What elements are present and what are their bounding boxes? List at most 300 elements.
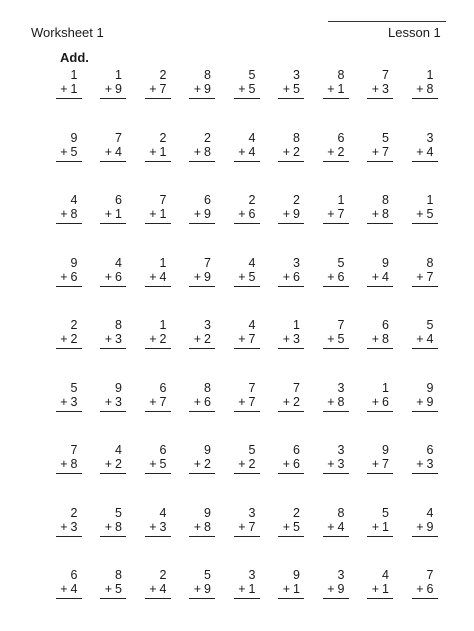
addend-top: 2 bbox=[70, 505, 78, 520]
addend-bottom: 4 bbox=[70, 582, 78, 596]
addition-problem bbox=[315, 131, 360, 194]
addition-problem bbox=[137, 443, 182, 506]
addend-top: 4 bbox=[426, 505, 434, 520]
addition-problem bbox=[137, 318, 182, 381]
addend-bottom-row bbox=[327, 270, 344, 284]
addend-bottom: 1 bbox=[337, 82, 345, 96]
addition-problem bbox=[360, 68, 405, 131]
plus-sign: + bbox=[104, 457, 113, 471]
addition-problem bbox=[404, 506, 449, 569]
plus-sign: + bbox=[149, 207, 157, 221]
addition-problem bbox=[93, 68, 138, 131]
plus-sign: + bbox=[60, 269, 68, 284]
addition-problem bbox=[404, 568, 449, 631]
addition-problem bbox=[360, 256, 405, 319]
addend-bottom: 5 bbox=[337, 332, 345, 346]
answer-line bbox=[412, 598, 438, 599]
addend-bottom-row bbox=[105, 207, 122, 221]
answer-line bbox=[56, 286, 82, 287]
addend-bottom: 8 bbox=[204, 519, 211, 534]
addend-bottom: 9 bbox=[204, 582, 211, 596]
plus-sign: + bbox=[282, 82, 291, 96]
addend-top: 1 bbox=[426, 68, 434, 82]
answer-line bbox=[278, 348, 304, 349]
addend-bottom: 7 bbox=[248, 519, 256, 534]
addend-bottom-row bbox=[149, 145, 166, 159]
addition-problem bbox=[48, 381, 93, 444]
addend-bottom-row bbox=[105, 145, 122, 159]
plus-sign: + bbox=[416, 332, 424, 346]
answer-line bbox=[412, 161, 438, 162]
plus-sign: + bbox=[371, 144, 380, 159]
plus-sign: + bbox=[60, 582, 68, 596]
addend-bottom-row bbox=[149, 457, 166, 471]
addend-bottom-row bbox=[416, 395, 433, 409]
addend-bottom: 4 bbox=[159, 582, 167, 596]
addend-bottom: 6 bbox=[293, 269, 300, 284]
addend-bottom: 2 bbox=[159, 332, 167, 346]
addend-bottom: 3 bbox=[159, 519, 167, 534]
answer-line bbox=[323, 286, 349, 287]
addend-top: 6 bbox=[204, 193, 211, 207]
addend-bottom-row bbox=[194, 207, 211, 221]
answer-line bbox=[234, 598, 260, 599]
answer-line bbox=[234, 348, 260, 349]
answer-line bbox=[56, 161, 82, 162]
plus-sign: + bbox=[60, 394, 68, 409]
addend-bottom: 4 bbox=[248, 144, 256, 159]
plus-sign: + bbox=[327, 207, 335, 221]
addition-problem bbox=[137, 568, 182, 631]
addend-top: 1 bbox=[382, 380, 389, 395]
addend-bottom-row bbox=[149, 332, 166, 346]
plus-sign: + bbox=[238, 207, 246, 221]
addend-top: 6 bbox=[159, 380, 167, 395]
plus-sign: + bbox=[327, 519, 335, 534]
addend-bottom-row bbox=[238, 520, 255, 534]
addend-top: 2 bbox=[159, 68, 167, 82]
answer-line bbox=[367, 598, 393, 599]
plus-sign: + bbox=[416, 144, 424, 159]
addend-bottom-row bbox=[327, 520, 344, 534]
addend-bottom: 2 bbox=[293, 394, 300, 409]
plus-sign: + bbox=[238, 82, 246, 96]
addend-bottom: 3 bbox=[293, 332, 300, 346]
addition-problem bbox=[182, 68, 227, 131]
addition-problem bbox=[137, 381, 182, 444]
answer-line bbox=[189, 473, 215, 474]
addend-bottom-row bbox=[194, 395, 211, 409]
addend-bottom: 2 bbox=[204, 332, 211, 346]
answer-line bbox=[56, 411, 82, 412]
addend-bottom: 3 bbox=[337, 457, 345, 471]
answer-line bbox=[145, 348, 171, 349]
plus-sign: + bbox=[149, 457, 157, 471]
addend-bottom-row bbox=[149, 207, 166, 221]
addend-bottom: 4 bbox=[159, 269, 167, 284]
addition-problem bbox=[360, 381, 405, 444]
addend-bottom: 7 bbox=[159, 394, 167, 409]
plus-sign: + bbox=[149, 519, 157, 534]
addition-problem bbox=[93, 381, 138, 444]
plus-sign: + bbox=[371, 207, 380, 221]
addend-bottom-row bbox=[372, 207, 389, 221]
addend-bottom: 2 bbox=[70, 332, 78, 346]
answer-line bbox=[100, 473, 126, 474]
plus-sign: + bbox=[104, 394, 113, 409]
addend-bottom-row bbox=[60, 82, 77, 96]
addend-top: 7 bbox=[248, 380, 256, 395]
addend-bottom-row bbox=[149, 270, 166, 284]
addend-bottom-row bbox=[416, 207, 433, 221]
addend-bottom-row bbox=[105, 582, 122, 596]
addend-bottom: 8 bbox=[337, 394, 345, 409]
plus-sign: + bbox=[327, 582, 335, 596]
answer-line bbox=[278, 598, 304, 599]
plus-sign: + bbox=[193, 144, 202, 159]
answer-line bbox=[234, 98, 260, 99]
addend-top: 2 bbox=[204, 130, 211, 145]
addend-bottom-row bbox=[238, 145, 255, 159]
addend-bottom: 1 bbox=[159, 144, 167, 159]
addend-top: 8 bbox=[337, 68, 345, 82]
answer-line bbox=[145, 161, 171, 162]
addend-bottom-row bbox=[60, 270, 77, 284]
addend-top: 8 bbox=[204, 68, 211, 82]
answer-line bbox=[323, 536, 349, 537]
addend-bottom: 6 bbox=[337, 269, 345, 284]
answer-line bbox=[100, 98, 126, 99]
addend-top: 8 bbox=[115, 318, 122, 332]
addend-bottom: 6 bbox=[248, 207, 256, 221]
addend-bottom-row bbox=[60, 332, 77, 346]
addend-top: 1 bbox=[159, 255, 167, 270]
addend-bottom-row bbox=[416, 332, 433, 346]
addend-bottom-row bbox=[372, 457, 389, 471]
addend-top: 6 bbox=[115, 193, 122, 207]
answer-line bbox=[189, 223, 215, 224]
addend-bottom-row bbox=[194, 520, 211, 534]
addend-bottom-row bbox=[372, 145, 389, 159]
addition-problem bbox=[360, 131, 405, 194]
addend-bottom-row bbox=[283, 395, 300, 409]
worksheet-title: Worksheet 1 bbox=[31, 25, 104, 40]
addend-bottom-row bbox=[238, 82, 255, 96]
addend-top: 5 bbox=[70, 380, 78, 395]
addend-bottom-row bbox=[283, 270, 300, 284]
addition-problem bbox=[182, 506, 227, 569]
addend-bottom-row bbox=[372, 395, 389, 409]
addend-top: 4 bbox=[248, 255, 256, 270]
addition-problem bbox=[271, 193, 316, 256]
addition-problem bbox=[226, 131, 271, 194]
answer-line bbox=[278, 223, 304, 224]
addend-bottom: 6 bbox=[115, 269, 122, 284]
addend-bottom: 9 bbox=[426, 394, 434, 409]
addend-bottom-row bbox=[283, 520, 300, 534]
addend-bottom-row bbox=[194, 332, 211, 346]
answer-line bbox=[189, 98, 215, 99]
answer-line bbox=[367, 348, 393, 349]
addend-bottom: 5 bbox=[70, 144, 78, 159]
answer-line bbox=[145, 223, 171, 224]
answer-line bbox=[367, 161, 393, 162]
answer-line bbox=[323, 98, 349, 99]
plus-sign: + bbox=[282, 394, 291, 409]
addend-bottom: 5 bbox=[248, 82, 256, 96]
addend-top: 3 bbox=[248, 505, 256, 520]
addend-top: 6 bbox=[426, 443, 434, 457]
plus-sign: + bbox=[371, 394, 380, 409]
addition-problem bbox=[93, 318, 138, 381]
addend-bottom-row bbox=[327, 395, 344, 409]
answer-line bbox=[278, 411, 304, 412]
plus-sign: + bbox=[282, 144, 291, 159]
addend-top: 6 bbox=[70, 568, 78, 582]
plus-sign: + bbox=[416, 269, 424, 284]
plus-sign: + bbox=[60, 519, 68, 534]
answer-line bbox=[189, 536, 215, 537]
plus-sign: + bbox=[149, 269, 157, 284]
answer-line bbox=[278, 98, 304, 99]
answer-line bbox=[412, 536, 438, 537]
plus-sign: + bbox=[238, 332, 246, 346]
addend-bottom: 8 bbox=[426, 82, 434, 96]
answer-line bbox=[412, 473, 438, 474]
addend-top: 1 bbox=[70, 68, 78, 82]
answer-line bbox=[278, 536, 304, 537]
addend-bottom-row bbox=[238, 332, 255, 346]
plus-sign: + bbox=[193, 207, 202, 221]
addition-problem bbox=[48, 256, 93, 319]
addition-problem bbox=[182, 131, 227, 194]
addend-top: 5 bbox=[382, 505, 389, 520]
addend-top: 3 bbox=[293, 68, 300, 82]
addend-top: 2 bbox=[248, 193, 256, 207]
plus-sign: + bbox=[416, 394, 424, 409]
addend-bottom: 5 bbox=[115, 582, 122, 596]
addend-top: 3 bbox=[337, 380, 345, 395]
plus-sign: + bbox=[327, 144, 335, 159]
addend-bottom-row bbox=[238, 457, 255, 471]
addend-top: 9 bbox=[426, 380, 434, 395]
addend-bottom-row bbox=[60, 457, 77, 471]
addition-problem bbox=[48, 68, 93, 131]
answer-line bbox=[145, 536, 171, 537]
answer-line bbox=[145, 598, 171, 599]
addend-bottom-row bbox=[327, 145, 344, 159]
addend-bottom-row bbox=[283, 332, 300, 346]
answer-line bbox=[323, 161, 349, 162]
answer-line bbox=[145, 286, 171, 287]
addend-top: 5 bbox=[204, 568, 211, 582]
plus-sign: + bbox=[193, 582, 202, 596]
answer-line bbox=[189, 286, 215, 287]
addend-bottom: 3 bbox=[426, 457, 434, 471]
answer-line bbox=[189, 411, 215, 412]
addition-problem bbox=[93, 506, 138, 569]
addition-problem bbox=[360, 318, 405, 381]
addend-bottom: 5 bbox=[248, 269, 256, 284]
addition-problem bbox=[93, 568, 138, 631]
addend-top: 9 bbox=[293, 568, 300, 582]
addend-top: 6 bbox=[293, 443, 300, 457]
plus-sign: + bbox=[238, 457, 246, 471]
addend-bottom: 7 bbox=[426, 269, 434, 284]
addition-problem bbox=[137, 68, 182, 131]
answer-line bbox=[323, 598, 349, 599]
addend-bottom: 8 bbox=[204, 144, 211, 159]
addend-top: 5 bbox=[382, 130, 389, 145]
plus-sign: + bbox=[60, 457, 68, 471]
addend-bottom: 7 bbox=[159, 82, 167, 96]
addition-problem bbox=[315, 193, 360, 256]
addition-problem bbox=[271, 568, 316, 631]
addend-bottom: 3 bbox=[115, 394, 122, 409]
addend-bottom: 5 bbox=[293, 82, 300, 96]
addition-problem bbox=[93, 131, 138, 194]
answer-line bbox=[367, 536, 393, 537]
addend-top: 9 bbox=[382, 443, 389, 457]
plus-sign: + bbox=[238, 582, 246, 596]
addend-top: 3 bbox=[248, 568, 256, 582]
plus-sign: + bbox=[282, 519, 291, 534]
addend-top: 7 bbox=[115, 130, 122, 145]
addend-top: 5 bbox=[248, 68, 256, 82]
addend-bottom-row bbox=[149, 82, 166, 96]
answer-line bbox=[56, 348, 82, 349]
answer-line bbox=[367, 98, 393, 99]
addend-bottom: 2 bbox=[337, 144, 345, 159]
addition-problem bbox=[182, 443, 227, 506]
addend-bottom-row bbox=[60, 520, 77, 534]
addend-bottom-row bbox=[372, 520, 389, 534]
addend-top: 9 bbox=[204, 505, 211, 520]
plus-sign: + bbox=[104, 207, 113, 221]
plus-sign: + bbox=[327, 394, 335, 409]
addend-bottom-row bbox=[372, 582, 389, 596]
addend-bottom: 5 bbox=[293, 519, 300, 534]
answer-line bbox=[100, 223, 126, 224]
addend-bottom: 4 bbox=[337, 519, 345, 534]
addition-problem bbox=[404, 318, 449, 381]
plus-sign: + bbox=[149, 144, 157, 159]
plus-sign: + bbox=[371, 457, 380, 471]
plus-sign: + bbox=[371, 82, 380, 96]
addition-problem bbox=[93, 443, 138, 506]
addend-top: 4 bbox=[70, 193, 78, 207]
plus-sign: + bbox=[282, 332, 291, 346]
addend-bottom: 5 bbox=[159, 457, 167, 471]
addend-top: 8 bbox=[382, 193, 389, 207]
addend-bottom: 4 bbox=[382, 269, 389, 284]
addend-bottom: 2 bbox=[115, 457, 122, 471]
addition-problem bbox=[226, 568, 271, 631]
addend-bottom-row bbox=[416, 270, 433, 284]
addend-bottom-row bbox=[105, 270, 122, 284]
addition-problem bbox=[315, 68, 360, 131]
addend-bottom: 9 bbox=[204, 207, 211, 221]
plus-sign: + bbox=[104, 269, 113, 284]
addend-bottom: 7 bbox=[337, 207, 345, 221]
plus-sign: + bbox=[104, 582, 113, 596]
addend-bottom-row bbox=[416, 457, 433, 471]
answer-line bbox=[100, 536, 126, 537]
addend-bottom: 2 bbox=[293, 144, 300, 159]
addend-top: 7 bbox=[70, 443, 78, 457]
addend-top: 8 bbox=[337, 505, 345, 520]
answer-line bbox=[323, 348, 349, 349]
addend-top: 9 bbox=[70, 255, 78, 270]
plus-sign: + bbox=[193, 82, 202, 96]
addition-problem bbox=[271, 443, 316, 506]
answer-line bbox=[100, 348, 126, 349]
addend-bottom-row bbox=[238, 207, 255, 221]
answer-line bbox=[234, 536, 260, 537]
answer-line bbox=[100, 161, 126, 162]
answer-line bbox=[323, 223, 349, 224]
instruction-text: Add. bbox=[60, 50, 89, 65]
addend-bottom-row bbox=[105, 520, 122, 534]
plus-sign: + bbox=[149, 82, 157, 96]
addend-top: 7 bbox=[337, 318, 345, 332]
addend-bottom: 3 bbox=[70, 519, 78, 534]
addition-problem bbox=[360, 193, 405, 256]
answer-line bbox=[234, 286, 260, 287]
addend-bottom-row bbox=[327, 332, 344, 346]
plus-sign: + bbox=[193, 457, 202, 471]
answer-line bbox=[367, 223, 393, 224]
plus-sign: + bbox=[416, 457, 424, 471]
addend-bottom-row bbox=[372, 332, 389, 346]
addend-bottom: 3 bbox=[115, 332, 122, 346]
addend-bottom-row bbox=[105, 395, 122, 409]
addition-problem bbox=[271, 256, 316, 319]
addition-problem bbox=[48, 318, 93, 381]
plus-sign: + bbox=[104, 82, 113, 96]
addition-problem bbox=[182, 318, 227, 381]
addend-bottom-row bbox=[194, 457, 211, 471]
addend-top: 7 bbox=[159, 193, 167, 207]
plus-sign: + bbox=[327, 332, 335, 346]
addend-top: 8 bbox=[426, 255, 434, 270]
addend-top: 2 bbox=[293, 193, 300, 207]
plus-sign: + bbox=[60, 207, 68, 221]
answer-line bbox=[367, 411, 393, 412]
addend-top: 9 bbox=[70, 130, 78, 145]
addend-bottom: 7 bbox=[382, 457, 389, 471]
addend-bottom-row bbox=[60, 395, 77, 409]
addition-problem bbox=[48, 506, 93, 569]
addend-bottom-row bbox=[194, 145, 211, 159]
addition-problem bbox=[404, 443, 449, 506]
addend-bottom-row bbox=[283, 582, 300, 596]
addend-bottom: 1 bbox=[115, 207, 122, 221]
addend-top: 5 bbox=[426, 318, 434, 332]
addend-bottom: 1 bbox=[70, 82, 78, 96]
answer-line bbox=[56, 223, 82, 224]
answer-line bbox=[145, 411, 171, 412]
addend-bottom: 3 bbox=[70, 394, 78, 409]
answer-line bbox=[189, 598, 215, 599]
answer-line bbox=[100, 286, 126, 287]
name-blank-line bbox=[328, 21, 446, 22]
addend-bottom-row bbox=[194, 270, 211, 284]
answer-line bbox=[278, 286, 304, 287]
addend-bottom: 8 bbox=[70, 207, 78, 221]
plus-sign: + bbox=[416, 82, 424, 96]
plus-sign: + bbox=[60, 82, 68, 96]
